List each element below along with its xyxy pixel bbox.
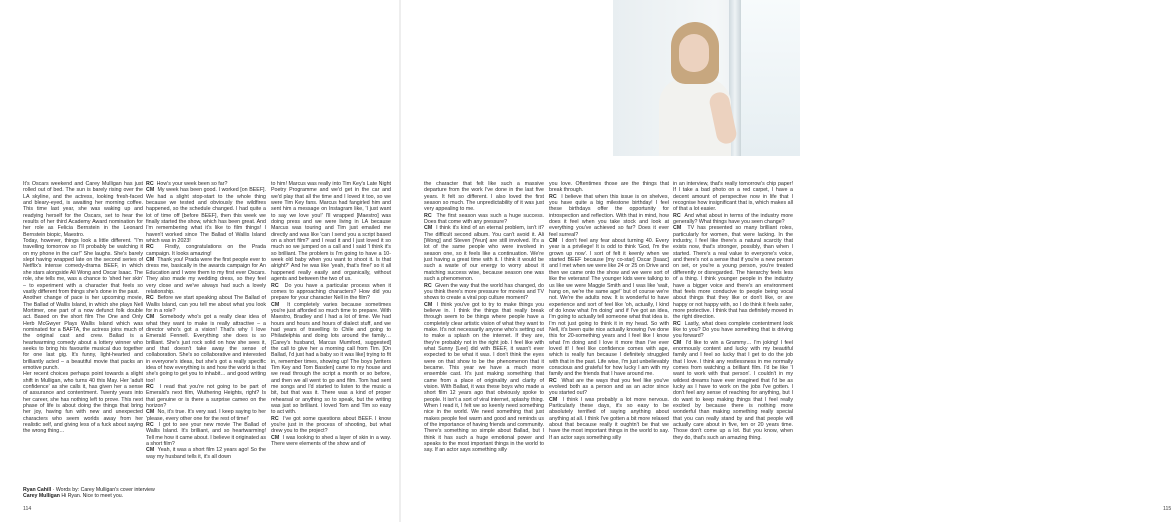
speaker-tag: RC: [271, 282, 279, 289]
qa-line: [146, 384, 266, 409]
qa-line: [673, 213, 793, 226]
line-text: It completely varies because sometimes you're just afforded so much time to prepare. With Maestro, Bradley and I had a lot of time. We had hours and hours and hours of dialect stuff, and we had years of travelling to Chile and going to Philadelphia and doing lots around the family… [Carey's husband, Marcus Mumford, suggested] the call to give her a morning call from Tim. [On Ballad, I'd just had a baby so it was like] trying to fit in, remember times, showing up! The boys [writers Tim Key and Tom Basden] came to my house and we read through the script a month or so before, and then we all went to go and film. Tom had sent me songs and I'd started to listen to the music a bit, but that was it. There was a kind of proper rehearsal or anything so to speak, but the writing was just so brilliant. I loved Tom and Tim so easy to act with.: [271, 301, 391, 416]
lead-paragraph: the character that felt like such a massive departure from the work I've done in the last five years. It felt so different. I also loved the first season so much. The unpredictability of it was just very appealing to me.: [424, 181, 544, 213]
speaker-tag: CM: [424, 301, 433, 308]
qa-line: [424, 213, 544, 226]
column-3: [271, 181, 391, 511]
line-text: Yeah, it was a short film 12 years ago! So the way my husband tells it, it's all down: [146, 447, 266, 460]
speaker-tag: RC: [146, 422, 154, 429]
line-text: What are the ways that you feel like you've evolved both as a person and as an actor since you started out?: [549, 377, 669, 397]
speaker-tag: RC: [549, 377, 557, 384]
line-text: Thank you! Prada were the first people ever to dress me, basically in the awards campaign for An Education and I wore them to my first ever Oscars. They also made my wedding dress, so they feel very close and we've always had such a lovely relationship.: [146, 257, 266, 295]
qa-line: [549, 397, 669, 441]
line-text: I was looking to shed a layer of skin in a way. There were elements of the show and of: [271, 434, 391, 448]
lead-paragraph: in an interview, that's really tomorrow's chip paper! If I take a bad photo on a red carpet, I have a decent amount of perspective now in life that I recognise how insignificant that is, which makes all of that a lot easier.: [673, 181, 793, 213]
line-text: Firstly, congratulations on the Prada campaign. It looks amazing!: [146, 244, 266, 257]
line-text: I think it's kind of an eternal problem, isn't it? The difficult second album. You can't avoid it. Ali [Wong] and Steven [Yeun] are still involved. It's a lot of the same people who were involved in season one, so it feels like a continuation. We're just having a great time with it. I think it would be such a waste of our energy to worry about it matching success wise, because season one was such a phenomenon.: [424, 225, 544, 283]
line-text: I don't feel any fear about turning 40. Every year is a privilege! It is odd to think 'God, I'm the grown up now'. I sort of felt it keenly when we started BEEF because [my co-star] Oscar [Isaac] and I met when we were like 24 or 25 on Drive and then we came onto the show and we were sort of like the veterans! The younger kids were talking to us like we were Maggie Smith and I was like 'wait, hang on, we're the same age!' but of course we're not. We're the adults now. It is wonderful to have experience and sort of feel like 'oh, actually, I kind of do know what I'm doing' and if I've got an idea, I'm going to actually tell someone what that idea is. I'm not just going to think it in my head. So with Nell, it's been quite nice actually knowing I've done this for 20-something years and I feel like I know what I'm doing and I love it more than I've ever loved it! I feel like confidence comes with age, which is really fun because I definitely struggled with that in the past. Life wise, I'm just unbelievably conscious and grateful for how lucky I am with my family and the friends that I have around me.: [549, 238, 669, 378]
line-text: I'd like to win a Grammy… I'm joking! I feel enormously content and lucky with my beautiful family and I feel so lucky that I get to do the job that I love. I think any restlessness in me normally comes from watching a brilliant film. I'd be like 'I want to work with that person'. I couldn't in my wildest dreams have ever imagined that I'd be as lucky as I have to work on the jobs I've gotten. I don't feel any sense of reaching for anything, but I do want to keep making things that I feel really excited by because there is nothing more wonderful than making something really special that you can really stand by and that people will actually care about in five, ten or 20 years time. Those don't come up a lot. But you know, when they do, that's such an amazing thing.: [673, 339, 793, 441]
qa-line: [146, 447, 266, 460]
intro-paragraph: Her recent choices perhaps point towards a slight shift in Mulligan, who turns 40 this May. Her 'adult confidence' as she calls it, has given her a sense of assurance and contentment. Twenty years into her career, she has nothing left to prove. This next phase of life is about doing the things that bring her joy, having fun with new and unexpected characters who seem worlds away from her realistic self, and giving less of a fuck about saying the wrong thing…: [23, 371, 143, 435]
qa-line: [549, 238, 669, 378]
credits-name-2: Carey Mulligan: [23, 493, 60, 500]
line-text: The first season was such a huge success. Does that come with any pressure?: [424, 212, 544, 226]
photo-figure-face: [679, 34, 709, 72]
qa-line: [146, 314, 266, 384]
line-text: Given the way that the world has changed, do you think there's more pressure for movies and TV shows to create a viral pop culture moment?: [424, 282, 544, 302]
speaker-tag: RC: [549, 193, 557, 200]
credits-line-2: [23, 493, 143, 499]
intro-paragraph: Another change of pace is her upcoming movie, The Ballad of Wallis Island, in which she plays Nell Mortimer, one part of a now defunct folk double act. Based on the short film The One and Only Herb McGwyer Plays Wallis Island which was nominated for a BAFTA, the actress joins much of the original cast and crew. Ballad is a heartwarming comedy about a lottery winner who seeks to bring his favourite musical duo together for one last gig. It's funny, light-hearted and brilliantly acted – a beautiful movie that packs an emotive punch.: [23, 295, 143, 371]
line-text: No, it's true. It's very sad. I keep saying to her 'please, every other one for the rest of time!': [146, 409, 266, 422]
intro-paragraph: It's Oscars weekend and Carey Mulligan has just rolled out of bed. The sun is barely rising over the LA skyline, and the actress, looking fresh-faced and bleary-eyed, is awaiting her morning coffee. This time last year, she was waking up and readying herself for the Oscars, set to hear the results of her third Academy Award nomination for her role as Felicia Bernstein in the Leonard Bernstein biopic, Maestro.: [23, 181, 143, 238]
speaker-tag: RC: [424, 212, 432, 219]
line-text: Before we start speaking about The Ballad of Wallis Island, can you tell me about what you look for in a role?: [146, 295, 266, 314]
left-page: [0, 0, 399, 522]
qa-line: [673, 340, 793, 442]
line-text: TV has presented so many brilliant roles, particularly for women, that were lacking. In the industry, I feel like there's a natural scarcity that exists now, that's stronger, possibly, than when I started. There's a real value to everyone's voice, and there's not a sense that if you're a new person on set, or you're a young person, you're treated differently or disregarded. The hierarchy feels less of a thing. I think younger people in the industry have a bigger voice and there's an environment that feels more conducive to people being vocal about things that they like or don't like, or are happy or not happy with, so I do think it feels safer, more protective. I think that has definitely moved in the right direction.: [673, 225, 793, 321]
line-text: I believe that when this issue is on shelves, you have quite a big milestone birthday! I feel these birthdays offer the opportunity for introspection and reflection. With that in mind, how does it feel when you take stock and look at everything you've achieved so far? Does it ever feel surreal?: [549, 193, 669, 238]
line-text: My week has been good. I worked [on BEEF]. We had a slight stop-start to the whole thing because we tested and obviously the wildfires happened, so the schedule changed. I had quite a lot of time off [before BEEF], then this week we finally started the show, which has been great. And I'm remembering what it's like to film things! I haven't worked since The Ballad of Wallis Island which was in 2023!: [146, 187, 266, 245]
column-4: [424, 181, 544, 511]
portrait-photo: [613, 0, 800, 156]
qa-line: [146, 257, 266, 295]
speaker-tag: CM: [673, 225, 682, 232]
line-text: I think I was probably a lot more nervous. Particularly these days, it's so easy to be absolutely terrified of saying anything about anything at all. I think I've gotten a bit more relaxed about that because really it oughtn't be that we have the most important things in the world to say. If an actor says something silly: [549, 396, 669, 441]
speaker-tag: RC: [673, 320, 681, 327]
speaker-tag: CM: [146, 409, 155, 416]
qa-line: [271, 302, 391, 416]
qa-line: [271, 435, 391, 448]
qa-line: [549, 194, 669, 238]
column-6: [673, 181, 793, 511]
interview-credits: [23, 487, 155, 500]
credits-rest-1: · Words by: Carey Mulligan's cover interview: [51, 487, 155, 493]
line-text: I read that you're not going to be part of Emerald's next film, Wuthering Heights, right? Is that genuine or is there a surprise cameo on the horizon?: [146, 384, 266, 410]
line-text: I think you've got to try to make things you believe in. I think the things that really break through seem to be things where people have a completely clear artistic vision of what they want to make. It's not necessarily anyone who's setting out to make a splash on the internet. If they are, they're probably not in the right job. I feel like with what Sunny [Lee] did with BEEF, it wasn't ever expected to be what it was. I don't think the eyes were on that show to be the phenomenon that it became. This year we have a much more ensemble cast. It's just making something that came from a place of originality and clarity of vision. With Ballad, it was these boys who made a short film 12 years ago that obviously spoke to people. It isn't a sort of viral internet, splashy thing. When I read it, I felt we so keenly need something nice in the world. We need something that just makes people feel warm and good and reminds us of the importance of having friends and community. There's something so simple about Ballad, but I think it has such a huge emotional power and speaks to the most important things in the world to say. If an actor says something silly: [424, 301, 544, 454]
lead-paragraph: you love. Oftentimes those are the things that break through.: [549, 181, 669, 194]
page-number-right: 115: [1163, 506, 1171, 512]
speaker-tag: CM: [146, 187, 155, 194]
column-5: [549, 181, 669, 511]
qa-line: [549, 378, 669, 397]
speaker-tag: CM: [271, 301, 280, 308]
speaker-tag: CM: [549, 238, 558, 245]
qa-line: [424, 225, 544, 282]
qa-line: [424, 302, 544, 454]
line-text: I got to see your new movie The Ballad of Wallis Island. It's brilliant, and so heartwarming! Tell me how it came about. I believe it originated as a short film?: [146, 422, 266, 448]
line-text: Somebody who's got a really clear idea of what they want to make is really attractive – a director who's got a vision! That's why I love Emerald Fennell. Everything she does is so brilliant. She's just rock solid on how she sees it, and that doesn't take away the sense of collaboration. She's so collaborative and interested in everyone's ideas, but she's got a really specific idea of how everything is and how the world is that she's going to get you to inhabit… and good writing too!: [146, 314, 266, 384]
speaker-tag: RC: [146, 384, 154, 390]
speaker-tag: RC: [271, 415, 279, 422]
qa-line: [673, 225, 793, 320]
qa-line: [271, 283, 391, 302]
speaker-tag: RC: [146, 181, 154, 187]
speaker-tag: CM: [549, 396, 558, 403]
speaker-tag: CM: [146, 314, 155, 321]
speaker-tag: CM: [673, 339, 682, 346]
line-text: Lastly, what does complete contentment look like to you? Do you have something that is driving you forward?: [673, 320, 793, 340]
line-text: Do you have a particular process when it comes to approaching characters? How did you prepare for your character Nell in the film?: [271, 282, 391, 302]
qa-line: [146, 187, 266, 244]
qa-line: [146, 409, 266, 422]
speaker-tag: RC: [424, 282, 432, 289]
speaker-tag: CM: [146, 447, 155, 454]
credits-name-1: Ryan Cahill: [23, 487, 52, 493]
photo-window: [733, 0, 800, 156]
column-1: [23, 181, 143, 511]
qa-line: [146, 244, 266, 257]
speaker-tag: CM: [424, 225, 433, 232]
qa-line: [271, 416, 391, 435]
speaker-tag: CM: [271, 434, 280, 441]
speaker-tag: CM: [146, 257, 155, 264]
qa-line: [146, 422, 266, 447]
qa-line: [146, 295, 266, 314]
line-text: I've got some questions about BEEF. I know you're just in the process of shooting, but what drew you to the project?: [271, 415, 391, 435]
lead-paragraph: to him! Marcus was really into Tim Key's Late Night Poetry Programme and we'd get in the car and we'd play that all the time and I loved it too, so we were Tim Key fans. Marcus had fangirled him and sent him a message on Instagram like, 'I just want to say we love you!' I'll wrapped [Maestro] was doing press and we were living in LA because Marcus was touring and Tim just emailed me directly and was like 'can I send you a script based on a short film?' and I read it and I just loved it so much so we jumped on a call and I said 'I think it's so brilliant. The problem is I'm going to have a 10-week old baby when you want to shoot it. Is that alright?' And he was like 'yeah, that's fine!' so it all happened really easily and organically, without agents and between the two of us.: [271, 181, 391, 283]
speaker-tag: RC: [673, 212, 681, 219]
line-text: How's your week been so far?: [156, 181, 228, 187]
page-number-left: 114: [23, 506, 32, 512]
credits-rest-2: Hi Ryan. Nice to meet you.: [59, 493, 124, 500]
column-2: [146, 181, 266, 511]
qa-line: [424, 283, 544, 302]
speaker-tag: RC: [146, 244, 154, 251]
line-text: And what about in terms of the industry more generally? What things have you seen change?: [673, 212, 793, 226]
intro-paragraph: Today, however, things look a little different. "I'm travelling tomorrow so I'll probably be watching it on my phone in the car!" She laughs. She's barely slept having wrapped late on the second series of Netflix's intense comedy-drama BEEF, in which she stars alongside Ali Wong and Oscar Isaac. The role, she tells me, was a chance to 'shed her skin' – to experiment with a character that feels so vastly different from things she's done in the past.: [23, 238, 143, 295]
speaker-tag: RC: [146, 295, 154, 302]
qa-line: [673, 321, 793, 340]
